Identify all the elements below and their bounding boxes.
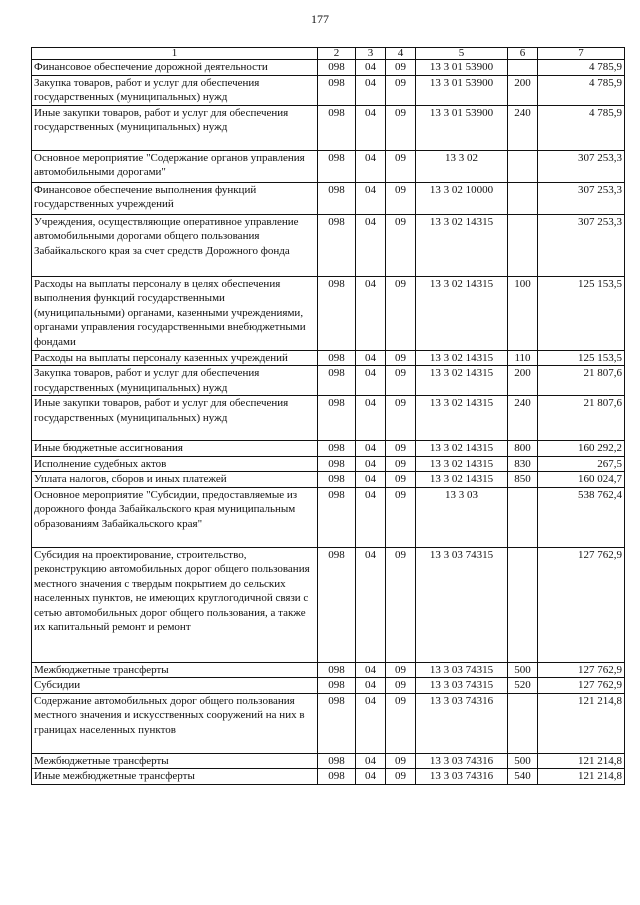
row-amount-cell: 125 153,5 [538, 276, 625, 350]
table-row [32, 182, 625, 214]
row-target-article-cell: 13 3 02 10000 [416, 182, 508, 214]
row-target-article-cell: 13 3 03 74316 [416, 693, 508, 753]
row-subsection-cell: 09 [386, 693, 416, 753]
row-subsection-cell: 09 [386, 396, 416, 441]
header-cell: 1 [32, 48, 318, 60]
row-section-cell: 04 [356, 276, 386, 350]
row-section-cell: 04 [356, 769, 386, 785]
row-expense-type-cell: 800 [508, 441, 538, 457]
table-row [32, 214, 625, 276]
row-subsection-cell: 09 [386, 547, 416, 662]
header-cell: 5 [416, 48, 508, 60]
row-section-cell: 04 [356, 441, 386, 457]
row-expense-type-cell: 200 [508, 366, 538, 396]
row-section-cell: 04 [356, 487, 386, 547]
row-section-cell: 04 [356, 214, 386, 276]
row-expense-type-cell: 240 [508, 396, 538, 441]
row-section-cell: 04 [356, 662, 386, 678]
row-subsection-cell: 09 [386, 769, 416, 785]
row-expense-type-cell [508, 60, 538, 76]
row-name-cell: Расходы на выплаты персоналу в целях обеспечения выполнения функций государственными (муниципальными) органами, казенными учреждениями, органами управления государственными внебюджетными фондами [32, 276, 318, 350]
row-code-cell: 098 [318, 456, 356, 472]
row-expense-type-cell [508, 547, 538, 662]
row-amount-cell: 307 253,3 [538, 214, 625, 276]
row-target-article-cell: 13 3 03 74315 [416, 662, 508, 678]
row-expense-type-cell: 200 [508, 75, 538, 105]
row-subsection-cell: 09 [386, 182, 416, 214]
row-code-cell: 098 [318, 150, 356, 182]
row-code-cell: 098 [318, 678, 356, 694]
table-row [32, 753, 625, 769]
row-code-cell: 098 [318, 214, 356, 276]
row-amount-cell: 127 762,9 [538, 662, 625, 678]
table-row [32, 456, 625, 472]
budget-table [31, 47, 625, 785]
row-target-article-cell: 13 3 03 74316 [416, 769, 508, 785]
row-expense-type-cell [508, 693, 538, 753]
row-name-cell: Межбюджетные трансферты [32, 753, 318, 769]
row-section-cell: 04 [356, 75, 386, 105]
header-cell: 7 [538, 48, 625, 60]
row-section-cell: 04 [356, 60, 386, 76]
row-code-cell: 098 [318, 441, 356, 457]
table-header-row [32, 48, 625, 60]
row-amount-cell: 21 807,6 [538, 396, 625, 441]
row-target-article-cell: 13 3 02 14315 [416, 214, 508, 276]
row-code-cell: 098 [318, 182, 356, 214]
row-expense-type-cell [508, 182, 538, 214]
row-target-article-cell: 13 3 02 14315 [416, 276, 508, 350]
row-expense-type-cell [508, 150, 538, 182]
row-subsection-cell: 09 [386, 753, 416, 769]
row-name-cell: Иные межбюджетные трансферты [32, 769, 318, 785]
table-row [32, 441, 625, 457]
header-cell: 6 [508, 48, 538, 60]
row-code-cell: 098 [318, 75, 356, 105]
row-target-article-cell: 13 3 03 74315 [416, 547, 508, 662]
row-target-article-cell: 13 3 03 74315 [416, 678, 508, 694]
row-subsection-cell: 09 [386, 662, 416, 678]
row-section-cell: 04 [356, 678, 386, 694]
row-subsection-cell: 09 [386, 60, 416, 76]
row-expense-type-cell [508, 487, 538, 547]
row-amount-cell: 127 762,9 [538, 547, 625, 662]
table-row [32, 396, 625, 441]
row-amount-cell: 538 762,4 [538, 487, 625, 547]
row-target-article-cell: 13 3 02 14315 [416, 472, 508, 488]
row-code-cell: 098 [318, 547, 356, 662]
row-target-article-cell: 13 3 01 53900 [416, 105, 508, 150]
row-expense-type-cell: 110 [508, 350, 538, 366]
row-name-cell: Межбюджетные трансферты [32, 662, 318, 678]
table-row [32, 678, 625, 694]
row-target-article-cell: 13 3 03 [416, 487, 508, 547]
row-target-article-cell: 13 3 02 14315 [416, 366, 508, 396]
row-target-article-cell: 13 3 02 14315 [416, 350, 508, 366]
row-amount-cell: 4 785,9 [538, 105, 625, 150]
row-amount-cell: 160 292,2 [538, 441, 625, 457]
table-row [32, 769, 625, 785]
row-section-cell: 04 [356, 547, 386, 662]
row-name-cell: Финансовое обеспечение дорожной деятельности [32, 60, 318, 76]
row-target-article-cell: 13 3 03 74316 [416, 753, 508, 769]
table-row [32, 547, 625, 662]
row-amount-cell: 21 807,6 [538, 366, 625, 396]
row-code-cell: 098 [318, 753, 356, 769]
row-target-article-cell: 13 3 01 53900 [416, 75, 508, 105]
row-amount-cell: 121 214,8 [538, 693, 625, 753]
table-row [32, 75, 625, 105]
row-subsection-cell: 09 [386, 441, 416, 457]
row-subsection-cell: 09 [386, 150, 416, 182]
row-name-cell: Основное мероприятие "Содержание органов управления автомобильными дорогами" [32, 150, 318, 182]
page-number: 177 [311, 12, 329, 26]
row-section-cell: 04 [356, 693, 386, 753]
table-row [32, 366, 625, 396]
row-code-cell: 098 [318, 693, 356, 753]
row-target-article-cell: 13 3 02 [416, 150, 508, 182]
row-subsection-cell: 09 [386, 366, 416, 396]
row-subsection-cell: 09 [386, 472, 416, 488]
row-name-cell: Содержание автомобильных дорог общего пользования местного значения и искусственных сооружений на них в границах населенных пунктов [32, 693, 318, 753]
row-subsection-cell: 09 [386, 487, 416, 547]
header-cell: 4 [386, 48, 416, 60]
row-subsection-cell: 09 [386, 75, 416, 105]
row-expense-type-cell: 240 [508, 105, 538, 150]
row-code-cell: 098 [318, 276, 356, 350]
row-amount-cell: 267,5 [538, 456, 625, 472]
row-subsection-cell: 09 [386, 456, 416, 472]
row-code-cell: 098 [318, 662, 356, 678]
table-row [32, 662, 625, 678]
row-amount-cell: 4 785,9 [538, 75, 625, 105]
row-section-cell: 04 [356, 456, 386, 472]
row-section-cell: 04 [356, 150, 386, 182]
row-target-article-cell: 13 3 01 53900 [416, 60, 508, 76]
row-code-cell: 098 [318, 105, 356, 150]
table-row [32, 105, 625, 150]
row-name-cell: Иные закупки товаров, работ и услуг для обеспечения государственных (муниципальных) нужд [32, 396, 318, 441]
row-amount-cell: 125 153,5 [538, 350, 625, 366]
row-target-article-cell: 13 3 02 14315 [416, 441, 508, 457]
row-amount-cell: 160 024,7 [538, 472, 625, 488]
row-expense-type-cell: 850 [508, 472, 538, 488]
table-row [32, 350, 625, 366]
row-section-cell: 04 [356, 350, 386, 366]
row-amount-cell: 121 214,8 [538, 753, 625, 769]
table-row [32, 60, 625, 76]
row-expense-type-cell: 500 [508, 662, 538, 678]
row-expense-type-cell: 830 [508, 456, 538, 472]
row-name-cell: Расходы на выплаты персоналу казенных учреждений [32, 350, 318, 366]
row-amount-cell: 121 214,8 [538, 769, 625, 785]
row-target-article-cell: 13 3 02 14315 [416, 456, 508, 472]
row-expense-type-cell: 520 [508, 678, 538, 694]
row-name-cell: Субсидии [32, 678, 318, 694]
row-name-cell: Уплата налогов, сборов и иных платежей [32, 472, 318, 488]
row-section-cell: 04 [356, 105, 386, 150]
table-row [32, 693, 625, 753]
row-code-cell: 098 [318, 472, 356, 488]
table-row [32, 276, 625, 350]
row-amount-cell: 307 253,3 [538, 150, 625, 182]
row-subsection-cell: 09 [386, 276, 416, 350]
row-code-cell: 098 [318, 60, 356, 76]
header-cell: 2 [318, 48, 356, 60]
row-section-cell: 04 [356, 366, 386, 396]
row-target-article-cell: 13 3 02 14315 [416, 396, 508, 441]
row-section-cell: 04 [356, 182, 386, 214]
row-code-cell: 098 [318, 769, 356, 785]
row-name-cell: Учреждения, осуществляющие оперативное управление автомобильными дорогами общего пользования Забайкальского края за счет средств Дорожного фонда [32, 214, 318, 276]
row-expense-type-cell: 100 [508, 276, 538, 350]
row-amount-cell: 307 253,3 [538, 182, 625, 214]
row-section-cell: 04 [356, 396, 386, 441]
row-name-cell: Субсидия на проектирование, строительство, реконструкцию автомобильных дорог общего пользования местного значения с твердым покрытием до сельских населенных пунктов, не имеющих круглогодичной связи с сетью автомобильных дорог общего пользования, а также их капитальный ремонт и ремонт [32, 547, 318, 662]
row-code-cell: 098 [318, 366, 356, 396]
row-expense-type-cell: 540 [508, 769, 538, 785]
row-subsection-cell: 09 [386, 214, 416, 276]
row-code-cell: 098 [318, 350, 356, 366]
row-name-cell: Иные бюджетные ассигнования [32, 441, 318, 457]
table-row [32, 472, 625, 488]
row-code-cell: 098 [318, 487, 356, 547]
row-name-cell: Основное мероприятие "Субсидии, предоставляемые из дорожного фонда Забайкальского края муниципальным образованиям Забайкальского края" [32, 487, 318, 547]
row-section-cell: 04 [356, 472, 386, 488]
row-code-cell: 098 [318, 396, 356, 441]
row-expense-type-cell [508, 214, 538, 276]
row-section-cell: 04 [356, 753, 386, 769]
table-row [32, 487, 625, 547]
row-name-cell: Финансовое обеспечение выполнения функций государственных учреждений [32, 182, 318, 214]
table-row [32, 150, 625, 182]
row-name-cell: Закупка товаров, работ и услуг для обеспечения государственных (муниципальных) нужд [32, 366, 318, 396]
row-amount-cell: 127 762,9 [538, 678, 625, 694]
row-name-cell: Закупка товаров, работ и услуг для обеспечения государственных (муниципальных) нужд [32, 75, 318, 105]
row-subsection-cell: 09 [386, 105, 416, 150]
row-expense-type-cell: 500 [508, 753, 538, 769]
row-name-cell: Иные закупки товаров, работ и услуг для обеспечения государственных (муниципальных) нужд [32, 105, 318, 150]
row-subsection-cell: 09 [386, 350, 416, 366]
row-name-cell: Исполнение судебных актов [32, 456, 318, 472]
row-subsection-cell: 09 [386, 678, 416, 694]
row-amount-cell: 4 785,9 [538, 60, 625, 76]
header-cell: 3 [356, 48, 386, 60]
